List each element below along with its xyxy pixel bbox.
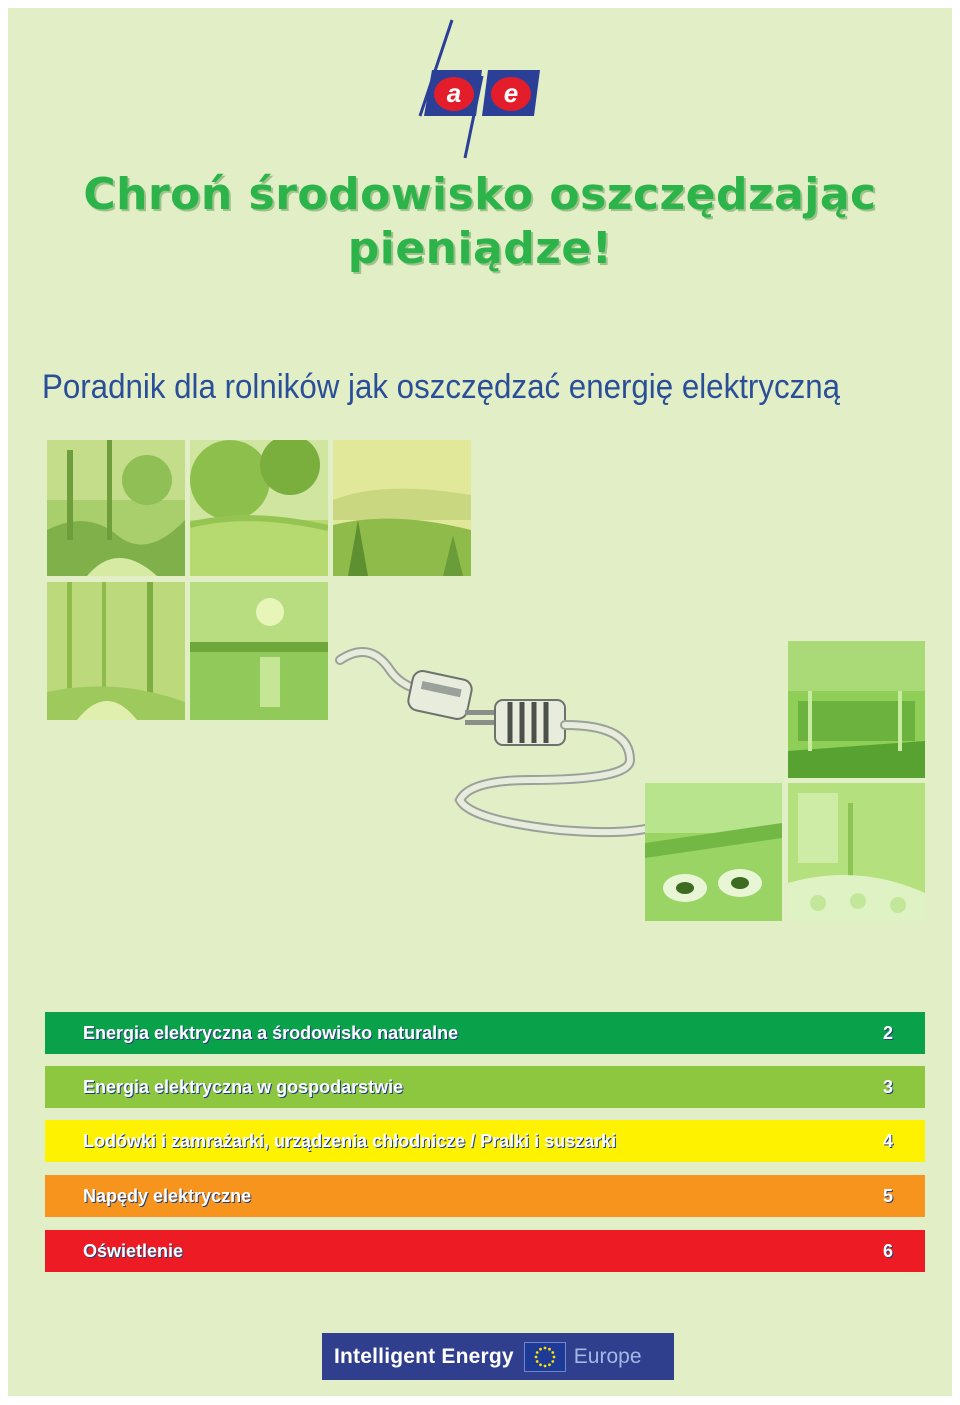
photo-misty-hills (333, 440, 471, 576)
photo-lake-sunset (190, 582, 328, 720)
svg-text:a: a (446, 78, 462, 108)
toc-item-page: 4 (882, 1130, 893, 1151)
photo-milking-parlor (788, 783, 925, 921)
toc-item-page: 3 (882, 1076, 893, 1097)
photo-cows-stable (645, 783, 782, 921)
toc-item-label: Oświetlenie (83, 1240, 184, 1261)
toc-item-label: Energia elektryczna a środowisko naturalne (83, 1022, 459, 1043)
toc-item-lighting[interactable] (45, 1230, 925, 1272)
toc-item-drives[interactable] (45, 1175, 925, 1217)
eu-flag-icon (524, 1342, 566, 1372)
cover-title (0, 168, 960, 276)
toc-item-page: 5 (882, 1185, 893, 1206)
toc-item-label: Lodówki i zamrażarki, urządzenia chłodnicze / Pralki i suszarki (83, 1130, 617, 1151)
photo-forest-stream (47, 440, 185, 576)
footer-region: Europe (573, 1344, 642, 1368)
photo-forest-path (47, 582, 185, 720)
photo-barn-interior (788, 641, 925, 778)
photo-tree-meadow (190, 440, 328, 576)
ape-logo (410, 18, 550, 163)
cover-subtitle: Poradnik dla rolników jak oszczędzać energię elektryczną (42, 368, 841, 406)
toc-item-label: Napędy elektryczne (83, 1185, 252, 1206)
toc-item-farm[interactable] (45, 1066, 925, 1108)
intelligent-energy-europe-logo (322, 1333, 674, 1380)
title-line-1: Chroń środowisko oszczędzając (83, 169, 877, 220)
title-line-2: pieniądze! (347, 223, 613, 274)
toc-item-page: 6 (882, 1240, 893, 1261)
footer-brand: Intelligent Energy (334, 1344, 514, 1368)
toc-item-environment[interactable] (45, 1012, 925, 1054)
toc-item-page: 2 (882, 1022, 893, 1043)
svg-text:e: e (503, 78, 519, 108)
plug-socket-drawing (330, 630, 660, 840)
toc-item-label: Energia elektryczna w gospodarstwie (83, 1076, 404, 1097)
toc-item-refrigeration[interactable] (45, 1120, 925, 1162)
